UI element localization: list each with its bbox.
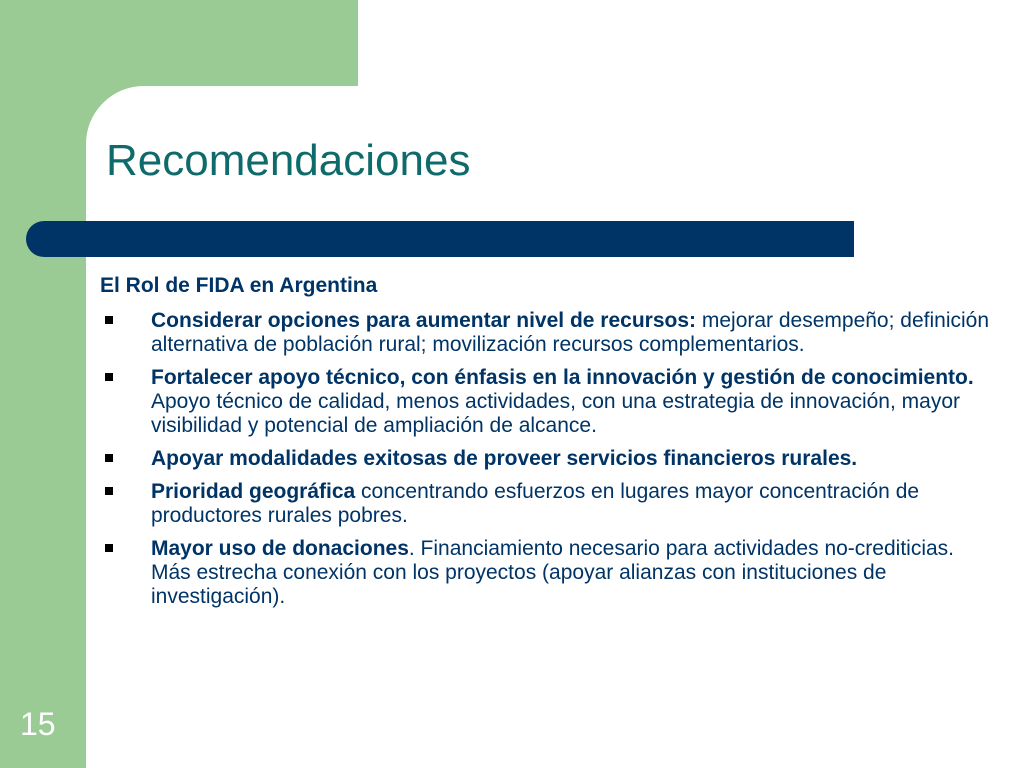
bullet-bold-text: Mayor uso de donaciones [151, 537, 409, 560]
bullet-item [100, 309, 990, 357]
square-bullet-icon [105, 373, 113, 381]
bullet-item [100, 480, 990, 528]
title-underline-bar [26, 221, 854, 257]
slide-title: Recomendaciones [106, 136, 471, 185]
bullet-text: . Financiamiento necesario para actividades no-crediticias. Más estrecha conexión con los proyectos (apoyar alianzas con instituciones de investigación). [151, 537, 954, 608]
square-bullet-icon [105, 454, 113, 462]
square-bullet-icon [105, 487, 113, 495]
bullet-item [100, 366, 990, 438]
bullet-text: mejorar desempeño; definición alternativa de población rural; movilización recursos complementarios. [151, 309, 990, 356]
bullet-list [100, 309, 990, 609]
bullet-bold-text: Apoyar modalidades exitosas de proveer servicios financieros rurales. [151, 447, 858, 470]
square-bullet-icon [105, 544, 113, 552]
bullet-bold-text: Prioridad geográfica [151, 480, 356, 503]
bullet-text: concentrando esfuerzos en lugares mayor concentración de productores rurales pobres. [151, 480, 920, 527]
bullet-bold-text: Fortalecer apoyo técnico, con énfasis en la innovación y gestión de conocimiento. [151, 366, 974, 389]
page-number: 15 [20, 706, 56, 742]
bullet-text: Apoyo técnico de calidad, menos actividades, con una estrategia de innovación, mayor visibilidad y potencial de ampliación de alcance. [151, 390, 960, 437]
bullet-bold-text: Considerar opciones para aumentar nivel de recursos: [151, 309, 697, 332]
slide-content [100, 274, 990, 618]
bullet-item [100, 447, 990, 471]
bullet-item [100, 537, 990, 609]
square-bullet-icon [105, 316, 113, 324]
slide-subtitle: El Rol de FIDA en Argentina [100, 274, 378, 297]
left-green-band [0, 0, 86, 768]
